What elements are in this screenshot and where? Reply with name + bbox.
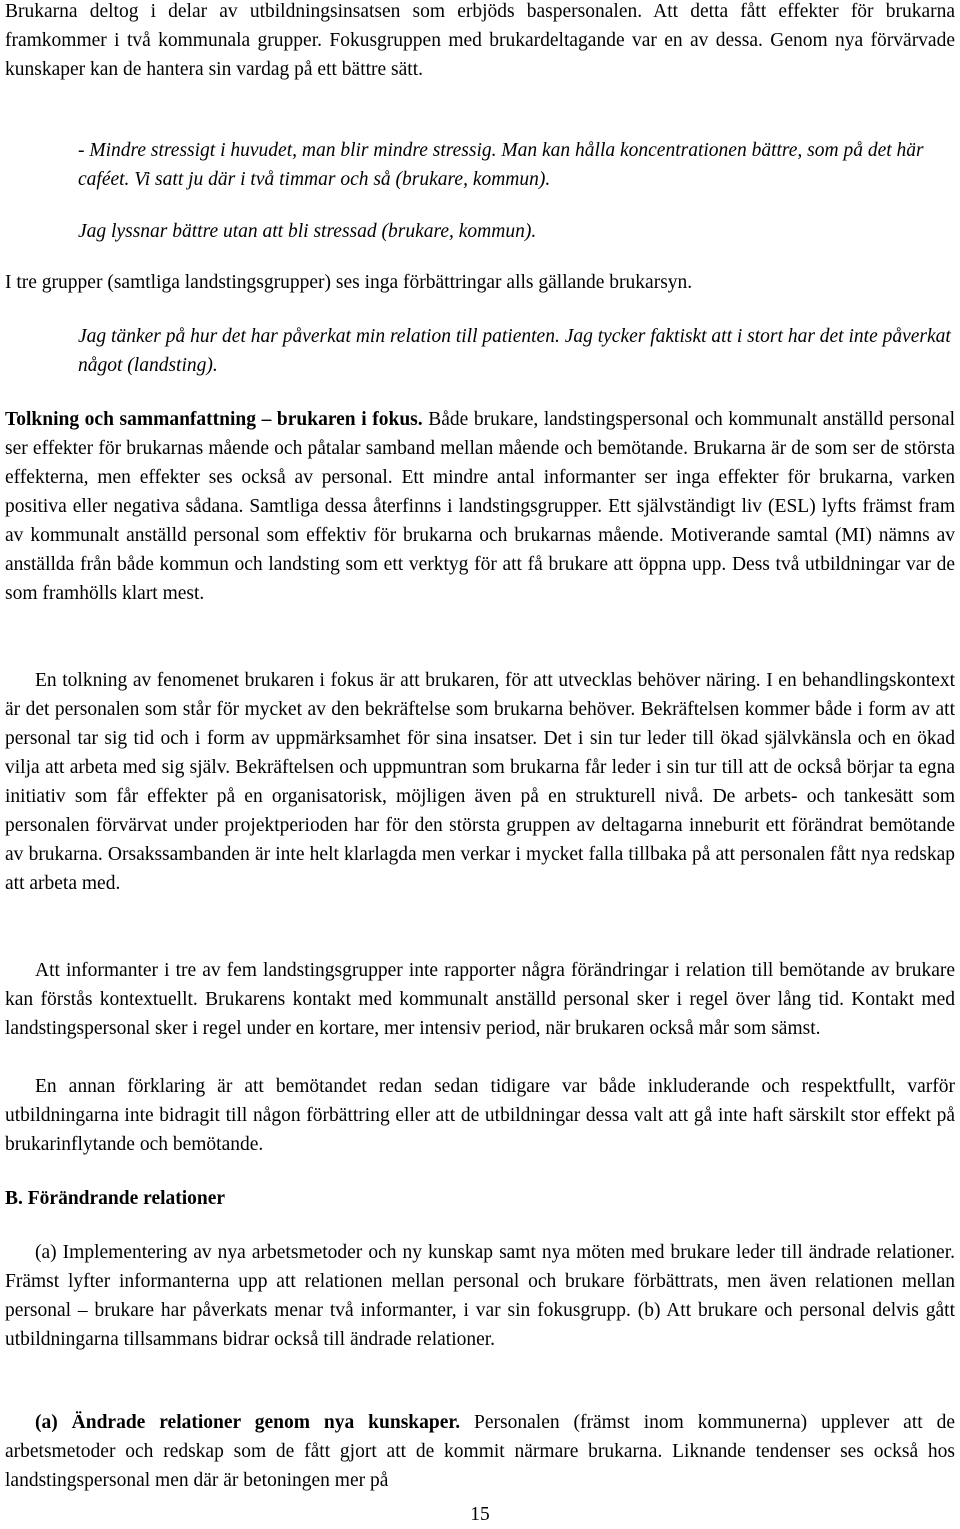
paragraph-tre-grupper: I tre grupper (samtliga landstingsgrupper) ses inga förbättringar alls gällande brukarsyn. [5,272,693,293]
paragraph-att-informanter: Att informanter i tre av fem landstingsgrupper inte rapporter några förändringar i relation till bemötande av brukare kan förstås kontextuellt. Brukarens kontakt med kommunalt anställd personal sker i regel över lång tid. Kontakt med landstingspersonal sker i regel under en kortare, mer intensiv period, när brukaren också mår som sämst. [5,960,955,1039]
paragraph-andrade-relationer [5,1408,955,1495]
quote-jag-tanker: Jag tänker på hur det har påverkat min relation till patienten. Jag tycker faktiskt att i stort har det inte påverkat något (landsting). [78,326,951,376]
heading-andrade-relationer: (a) Ändrade relationer genom nya kunskaper. [35,1412,461,1433]
paragraph-en-tolkning: En tolkning av fenomenet brukaren i fokus är att brukaren, för att utvecklas behöver näring. I en behandlingskontext är det personalen som står för mycket av den bekräftelse som brukarna behöver. Bekräftelsen kommer både i form av att personal tar sig tid och i form av uppmärksamhet för sina insatser. Det i sin tur leder till ökad självkänsla och en ökad vilja att arbeta med sig själv. Bekräftelsen och uppmuntran som brukarna får leder i sin tur till att de också börjar ta egna initiativ som får effekter på en organisatorisk, möjligen även på en strukturell nivå. De arbets- och tankesätt som personalen förvärvat under projektperioden har för den största gruppen av deltagarna inneburit ett förändrat bemötande av brukarna. Orsakssambanden är inte helt klarlagda men verkar i mycket falla tillbaka på att personalen fått nya redskap att arbeta med. [5,670,955,894]
paragraph-en-annan-forklaring: En annan förklaring är att bemötandet redan sedan tidigare var både inkluderande och respektfullt, varför utbildningarna inte bidragit till någon förbättring eller att de utbildningar dessa valt att gå inte haft särskilt stor effekt på brukarinflytande och bemötande. [5,1076,955,1155]
paragraph-andrade-body: Personalen (främst inom kommunerna) upplever att de arbetsmetoder och redskap som de fått gjort att de kommit närmare brukarna. Liknande tendenser ses också hos landstingspersonal men där är betoningen mer på [5,1412,955,1491]
paragraph-tolkning-sammanfattning [5,405,955,608]
paragraph-tolkning-body: Både brukare, landstingspersonal och kommunalt anställd personal ser effekter för brukarnas mående och påtalar samband mellan mående och bemötande. Brukarna är de som ser de största effekterna, men effekter ses också av personal. Ett mindre antal informanter ser inga effekter för brukarna, varken positiva eller negativa sådana. Samtliga dessa återfinns i landstingsgrupper. Ett självständigt liv (ESL) lyfts främst fram av kommunalt anställd personal som effektiv för brukarna och brukarnas mående. Motiverande samtal (MI) nämns av anställda från både kommun och landsting som ett verktyg för att få brukare att öppna upp. Dess två utbildningar var de som framhölls klart mest. [5,409,955,604]
quote-jag-lyssnar: Jag lyssnar bättre utan att bli stressad (brukare, kommun). [78,221,537,242]
quote-mindre-stressigt: - Mindre stressigt i huvudet, man blir mindre stressig. Man kan hålla koncentrationen bättre, som på det här caféet. Vi satt ju där i två timmar och så (brukare, kommun). [78,140,924,190]
section-heading-b: B. Förändrande relationer [5,1188,226,1209]
heading-tolkning: Tolkning och sammanfattning – brukaren i fokus. [5,409,423,430]
page-number: 15 [470,1504,490,1525]
paragraph-brukare-utbildning: Brukarna deltog i delar av utbildningsinsatsen som erbjöds baspersonalen. Att detta fått effekter för brukarna framkommer i två kommunala grupper. Fokusgruppen med brukardeltagande var en av dessa. Genom nya förvärvade kunskaper kan de hantera sin vardag på ett bättre sätt. [5,1,955,80]
paragraph-implementering: (a) Implementering av nya arbetsmetoder och ny kunskap samt nya möten med brukare leder till ändrade relationer. Främst lyfter informanterna upp att relationen mellan personal och brukare förbättrats, men även relationen mellan personal – brukare har påverkats menar två informanter, i var sin fokusgrupp. (b) Att brukare och personal delvis gått utbildningarna tillsammans bidrar också till ändrade relationer. [5,1242,955,1350]
